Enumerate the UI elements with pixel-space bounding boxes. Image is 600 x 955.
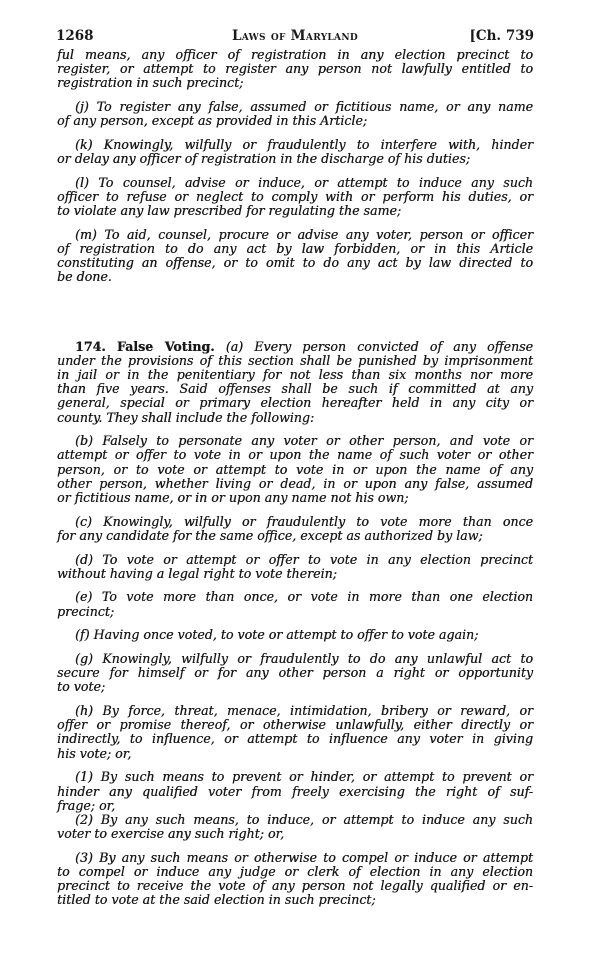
text-line: (b) Falsely to personate any voter or other person, and vote or (75, 433, 533, 449)
paragraph (57, 48, 533, 91)
text-line: register, or attempt to register any person not lawfully entitled to (57, 61, 533, 77)
paragraph (57, 228, 533, 285)
text-line: attempt or offer to vote in or upon the name of such voter or other (57, 447, 533, 463)
text-line: officer to refuse or neglect to comply with or perform his duties, or (57, 189, 533, 204)
text-line: to compel or induce any judge or clerk of election in any election (57, 863, 533, 879)
text-line: (1) By such means to prevent or hinder, or attempt to prevent or (75, 769, 533, 785)
paragraph (57, 813, 533, 841)
text-line: or delay any officer of registration in the discharge of his duties; (57, 151, 471, 167)
chapter-label: [Ch. 739 (469, 28, 534, 44)
section-heading: False Voting. (116, 338, 215, 354)
text-line: (e) To vote more than once, or vote in more than one election (75, 589, 533, 605)
text-line: (2) By any such means, to induce, or attempt to induce any such (75, 811, 533, 827)
page-number: 1268 (56, 28, 94, 44)
paragraph (57, 770, 533, 813)
text-line: (c) Knowingly, wilfully or fraudulently to vote more than once (75, 513, 533, 529)
text-line: constituting an offense, or to omit to do any act by law directed to (57, 255, 533, 271)
paragraph (57, 515, 533, 543)
text-line: be done. (57, 269, 112, 285)
section-number: 174. (75, 338, 106, 354)
text-line: (g) Knowingly, wilfully or fraudulently to do any unlawful act to (75, 651, 533, 666)
text-line: offer or promise thereof, or otherwise unlawfully, either directly or (57, 717, 533, 733)
text-line: (l) To counsel, advise or induce, or attempt to induce any such (75, 174, 533, 190)
section-174-paragraph (57, 340, 533, 425)
text-line: ful means, any officer of registration in any election precinct to (57, 47, 533, 62)
text-line: precinct; (57, 603, 115, 619)
paragraph (57, 434, 533, 505)
paragraph (57, 138, 533, 166)
text-line: his vote; or, (57, 745, 132, 761)
paragraph (57, 652, 533, 695)
text-line: under the provisions of this section shall be punished by imprisonment (57, 352, 533, 368)
text-line (57, 340, 533, 354)
text-line: (f) Having once voted, to vote or attempt to offer to vote again; (75, 627, 479, 643)
text-line: county. They shall include the following: (57, 409, 315, 425)
text-line: to violate any law prescribed for regulating the same; (57, 203, 402, 219)
text-line: (k) Knowingly, wilfully or fraudulently to interfere with, hinder (75, 136, 533, 152)
text-line: registration in such precinct; (57, 75, 244, 91)
text-line: frage; or, (57, 797, 116, 813)
text-line: or fictitious name, or in or upon any name not his own; (57, 490, 409, 505)
paragraph (57, 851, 533, 908)
running-title: Laws of Maryland (232, 28, 358, 44)
paragraph (57, 704, 533, 761)
text-line: to vote; (57, 679, 106, 695)
text-line: person, or to vote or attempt to vote in or upon the name of any (57, 461, 533, 477)
text-line: in jail or in the penitentiary for not less than six months nor more (57, 367, 533, 382)
text-line: (d) To vote or attempt or offer to vote in any election precinct (75, 551, 533, 567)
text-line: (j) To register any false, assumed or fictitious name, or any name (75, 99, 533, 115)
text-line: (m) To aid, counsel, procure or advise any voter, person or officer (75, 226, 533, 242)
paragraph (57, 553, 533, 581)
paragraph (57, 590, 533, 618)
text-line: (3) By any such means or otherwise to compel or induce or attempt (75, 849, 533, 865)
text-line: titled to vote at the said election in such precinct; (57, 892, 376, 908)
text-line: of any person, except as provided in this Article; (57, 113, 368, 129)
text-line: than five years. Said offenses shall be such if committed at any (57, 381, 533, 397)
text-line: hinder any qualified voter from freely exercising the right of suf- (57, 783, 533, 799)
text-line: indirectly, to influence, or attempt to influence any voter in giving (57, 731, 533, 747)
text-line: precinct to receive the vote of any person not legally qualified or en- (57, 878, 533, 894)
text-line: of registration to do any act by law forbidden, or in this Article (57, 241, 533, 257)
paragraph (57, 176, 533, 219)
page-body (57, 48, 533, 917)
paragraph (57, 628, 533, 642)
text-line: other person, whether living or dead, in or upon any false, assumed (57, 475, 533, 491)
text-line: general, special or primary election hereafter held in any city or (57, 395, 533, 411)
section-text: (a) Every person convicted of any offense (225, 338, 533, 354)
paragraph (57, 100, 533, 128)
text-line: for any candidate for the same office, except as authorized by law; (57, 527, 483, 543)
text-line: (h) By force, threat, menace, intimidation, bribery or reward, or (75, 703, 533, 719)
text-line: without having a legal right to vote therein; (57, 565, 337, 581)
text-line: voter to exercise any such right; or, (57, 826, 285, 842)
running-header (56, 28, 534, 46)
text-line: secure for himself or for any other person a right or opportunity (57, 665, 533, 681)
